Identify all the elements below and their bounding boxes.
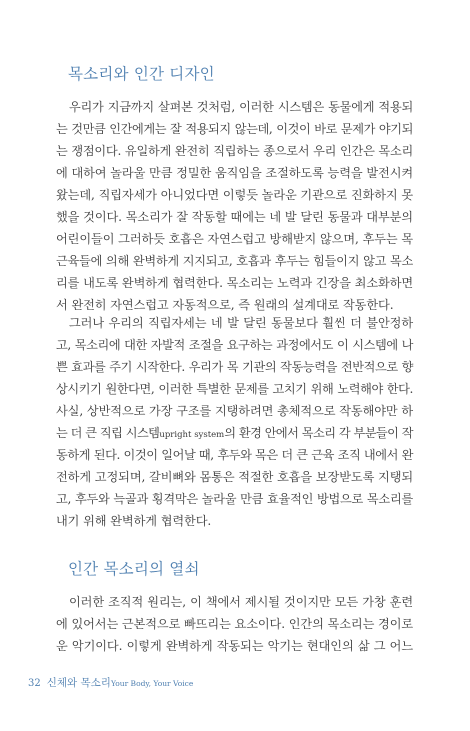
text-line: 고, 후두와 늑골과 횡격막은 놀라울 만큼 효율적인 방법으로 목소리를: [56, 492, 413, 506]
text-line: 고, 목소리에 대한 자발적 조절을 요구하는 과정에서도 이 시스템에 나: [56, 338, 413, 352]
text-line: 근육들에 의해 완벽하게 지지되고, 호흡과 후두는 힘들이지 않고 목소: [56, 254, 413, 268]
paragraph-3: [56, 591, 413, 657]
book-subtitle: Your Body, Your Voice: [110, 679, 194, 688]
text-line: 상시키기 원한다면, 이러한 특별한 문제를 고치기 위해 노력해야 한다.: [56, 382, 413, 396]
book-title: 신체와 목소리: [46, 677, 111, 689]
english-term: upright system: [159, 430, 225, 440]
text-line: 동하게 된다. 이것이 일어날 때, 후두와 목은 더 큰 근육 조직 내에서 완: [56, 448, 413, 462]
page-number: 32: [28, 678, 41, 689]
text-line: 는 쟁점이다. 유일하게 완전히 직립하는 종으로서 우리 인간은 목소리: [56, 144, 413, 158]
text-line: 리를 내도록 완벽하게 협력한다. 목소리는 노력과 긴장을 최소화하면: [56, 276, 414, 290]
text-line: 했을 것이다. 목소리가 잘 작동할 때에는 네 발 달린 동물과 대부분의: [56, 210, 413, 224]
text-line: 서 완전히 자연스럽고 자동적으로, 즉 원래의 설계대로 작동한다.: [56, 298, 394, 312]
text-line: 전하게 고정되며, 갈비뼈와 몸통은 적절한 호흡을 보장받도록 지탱되: [56, 470, 414, 484]
text-segment: 의 환경 안에서 목소리 각 부분들이 작: [224, 426, 413, 440]
page-footer: [28, 675, 193, 690]
text-segment: 는 더 큰 직립 시스템: [56, 426, 160, 440]
section-heading-key-to-human-voice: 인간 목소리의 열쇠: [68, 560, 200, 578]
text-line: 내기 위해 완벽하게 협력한다.: [56, 514, 212, 528]
text-line: 사실, 상반적으로 가장 구조를 지탱하려면 총체적으로 작동해야만 하: [56, 404, 414, 418]
section-heading-voice-and-human-design: 목소리와 인간 디자인: [68, 65, 215, 83]
text-line: 는 것만큼 인간에게는 잘 적용되지 않는데, 이것이 바로 문제가 야기되: [56, 122, 413, 136]
text-line: 그러나 우리의 직립자세는 네 발 달린 동물보다 훨씬 더 불안정하: [69, 316, 413, 330]
text-line: 에 있어서는 근본적으로 빠뜨리는 요소이다. 인간의 목소리는 경이로: [56, 617, 414, 631]
paragraph-1: [56, 96, 413, 316]
text-line: 우리가 지금까지 살펴본 것처럼, 이러한 시스템은 동물에게 적용되: [69, 100, 413, 114]
text-line: 왔는데, 직립자세가 아니었다면 이렇듯 놀라운 기관으로 진화하지 못: [56, 188, 414, 202]
paragraph-2: [56, 312, 413, 532]
text-line: 이러한 조직적 원리는, 이 책에서 제시될 것이지만 모든 가창 훈련: [69, 595, 413, 609]
text-line: 쁜 효과를 주기 시작한다. 우리가 목 기관의 작동능력을 전반적으로 향: [56, 360, 413, 374]
text-line: 어린이들이 그러하듯 호흡은 자연스럽고 방해받지 않으며, 후두는 목: [56, 232, 414, 246]
text-line: 에 대하여 놀라울 만큼 정밀한 움직임을 조절하도록 능력을 발전시켜: [56, 166, 414, 180]
text-line-mixed: [56, 422, 413, 444]
text-line: 운 악기이다. 이렇게 완벽하게 작동되는 악기는 현대인의 삶 그 어느: [56, 639, 413, 653]
